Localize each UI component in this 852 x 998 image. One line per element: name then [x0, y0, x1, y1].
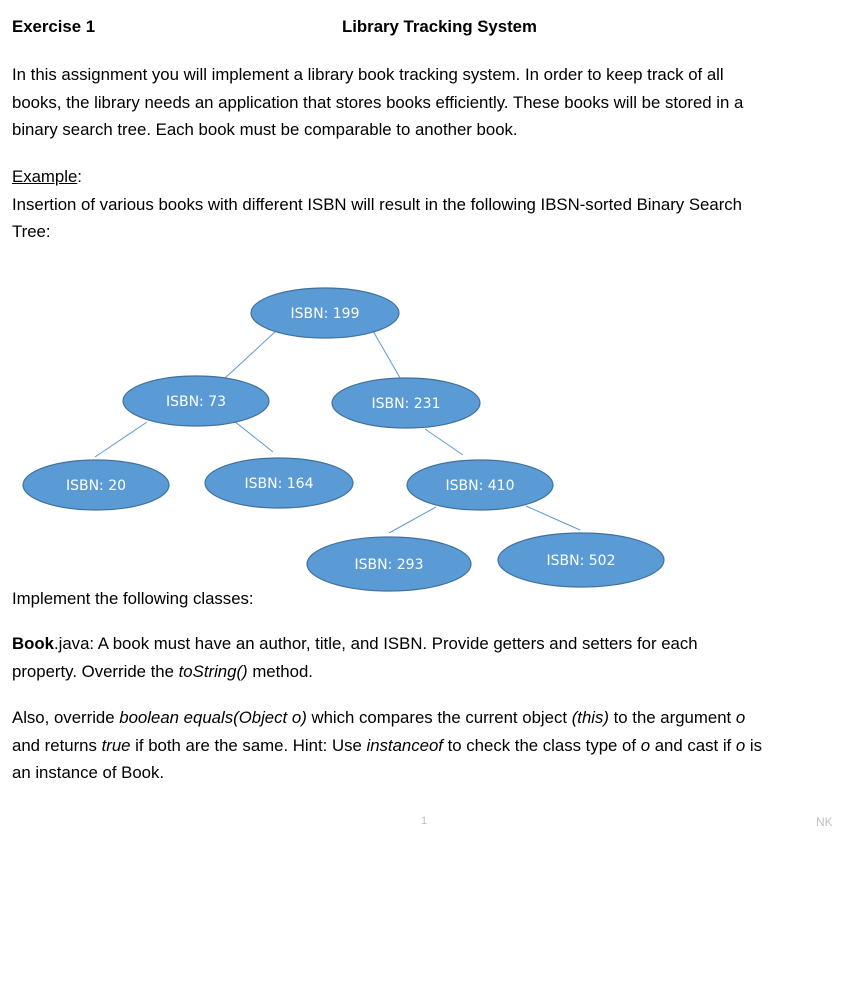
tree-node-73 — [123, 376, 269, 426]
bst-diagram — [0, 270, 852, 600]
book-class-name: Book — [12, 634, 54, 653]
equals-text: to check the class type of — [442, 735, 641, 755]
equals-line — [12, 704, 762, 732]
tree-edge-n73-n164 — [234, 421, 273, 452]
implement-heading: Implement the following classes: — [12, 589, 254, 608]
book-text: .java: A book must have an author, title, and ISBN. Provide getters and setters for each — [53, 634, 698, 653]
book-line — [12, 630, 698, 658]
tree-node-164 — [205, 458, 353, 508]
tree-node-label: ISBN: 231 — [371, 396, 441, 412]
intro-line: In this assignment you will implement a library book tracking system. In order to keep track of all — [12, 65, 724, 84]
exercise-label: Exercise 1 — [12, 17, 96, 36]
tree-node-label: ISBN: 410 — [445, 478, 515, 494]
example-label: Example — [12, 167, 78, 186]
book-class-description — [12, 630, 698, 685]
example-line: Tree: — [12, 222, 51, 241]
tree-nodes — [23, 288, 664, 591]
tree-node-410 — [407, 460, 553, 510]
equals-text: is — [745, 735, 763, 755]
tree-node-label: ISBN: 293 — [354, 557, 424, 573]
tree-edge-n410-n502 — [526, 506, 580, 530]
tree-edge-n199-n231 — [373, 331, 403, 383]
equals-text: which compares the current object — [306, 708, 572, 727]
equals-line: an instance of Book. — [12, 763, 165, 782]
tree-node-293 — [307, 537, 471, 591]
tree-edge-n199-n73 — [224, 331, 276, 379]
tree-edge-n410-n293 — [389, 507, 436, 533]
tree-node-199 — [251, 288, 399, 338]
book-line — [12, 658, 698, 686]
equals-text: and cast if — [650, 735, 736, 755]
equals-text: and returns — [12, 735, 102, 755]
intro-line: binary search tree. Each book must be comparable to another book. — [12, 120, 518, 139]
example-line: Insertion of various books with different ISBN will result in the following IBSN-sorted Binary Search — [12, 194, 743, 214]
equals-text: to the argument — [608, 708, 736, 727]
tree-node-label: ISBN: 199 — [290, 306, 360, 322]
equals-method: boolean equals(Object o) — [119, 708, 307, 727]
tree-edge-n231-n410 — [425, 429, 463, 455]
tree-node-502 — [498, 533, 664, 587]
instanceof-keyword: instanceof — [366, 735, 443, 755]
page-number: 1 — [421, 815, 428, 827]
tree-node-label: ISBN: 73 — [165, 394, 227, 410]
o-param: o — [735, 735, 746, 755]
equals-text: if both are the same. Hint: Use — [130, 735, 367, 755]
footer-initials: NK — [816, 815, 833, 829]
tree-node-label: ISBN: 502 — [546, 553, 616, 569]
o-param: o — [640, 735, 651, 755]
example-block — [12, 163, 742, 246]
true-keyword: true — [101, 735, 131, 755]
this-keyword: (this) — [571, 708, 609, 727]
tree-edge-n73-n20 — [95, 422, 147, 457]
equals-description — [12, 704, 762, 787]
intro-paragraph — [12, 61, 743, 144]
equals-line — [12, 732, 762, 760]
intro-line: books, the library needs an application that stores books efficiently. These books will be stored in a — [12, 92, 744, 112]
example-heading — [12, 163, 742, 191]
title-row — [12, 17, 840, 41]
equals-text: Also, override — [12, 708, 120, 727]
o-param: o — [735, 708, 746, 727]
book-text: method. — [247, 661, 313, 681]
tree-node-label: ISBN: 20 — [65, 478, 127, 494]
tree-node-label: ISBN: 164 — [244, 476, 314, 492]
document-title: Library Tracking System — [342, 17, 537, 36]
tree-node-20 — [23, 460, 169, 510]
book-text: property. Override the — [12, 661, 179, 681]
tree-node-231 — [332, 378, 480, 428]
example-colon: : — [77, 167, 82, 186]
tostring-method: toString() — [178, 661, 248, 681]
